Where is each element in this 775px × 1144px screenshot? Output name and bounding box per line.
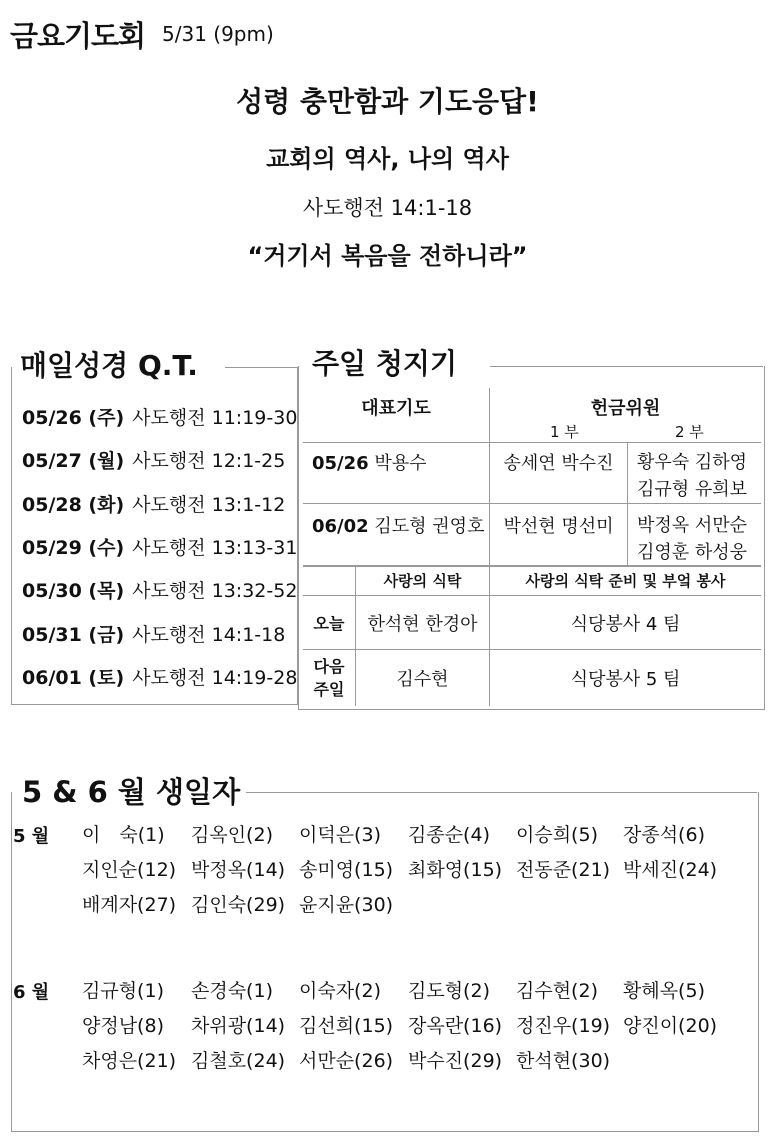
qt-date: 06/01 (토) — [22, 666, 125, 689]
table-row — [303, 442, 761, 503]
birthday-name: 박수진(29) — [408, 1050, 503, 1072]
qt-passage: 사도행전 13:32-52 — [132, 580, 298, 603]
birthday-name: 김옥인(2) — [191, 824, 273, 846]
row-prayer: 박용수 — [374, 452, 427, 474]
cleaning-title: 주일 청지기 — [312, 342, 463, 382]
birthday-name: 황혜옥(5) — [623, 980, 705, 1002]
qt-row — [22, 533, 297, 560]
header-first-service: 1 부 — [550, 423, 579, 441]
birthday-name: 김수현(2) — [516, 980, 598, 1002]
table-row — [303, 650, 761, 706]
row-prayer: 김도형 권영호 — [374, 515, 485, 537]
header-meal-service: 사랑의 식탁 준비 및 부엌 봉사 — [490, 566, 762, 596]
bulletin-title: 금요기도회 — [10, 19, 146, 53]
birthday-name: 장옥란(16) — [408, 1015, 503, 1037]
sermon-theme: 성령 충만함과 기도응답! — [236, 85, 539, 118]
qt-row — [22, 490, 285, 517]
row-date: 05/26 — [312, 452, 369, 474]
birthday-name: 박정옥(14) — [191, 859, 286, 881]
row-second-2: 김영훈 하성웅 — [637, 541, 748, 563]
may-label: 5 월 — [13, 826, 50, 847]
birthday-name: 송미영(15) — [299, 859, 394, 881]
qt-divider — [225, 367, 297, 368]
birthday-name: 이 숙(1) — [82, 824, 165, 846]
meal-label-1: 다음 — [313, 656, 345, 676]
header-meal: 사랑의 식탁 — [356, 566, 490, 596]
meal-label: 오늘 — [303, 596, 356, 650]
meal-label-2: 주일 — [313, 679, 345, 699]
birthday-name: 정진우(19) — [516, 1015, 611, 1037]
table-row — [303, 596, 761, 650]
birthday-name: 손경숙(1) — [191, 980, 273, 1002]
sermon-subtitle: 교회의 역사, 나의 역사 — [266, 145, 509, 173]
birthday-name: 이덕은(3) — [299, 824, 381, 846]
header-prayer: 대표기도 — [361, 398, 431, 419]
birthday-name: 김철호(24) — [191, 1050, 286, 1072]
birthday-name: 윤지윤(30) — [299, 894, 394, 916]
birthday-name: 김선희(15) — [299, 1015, 394, 1037]
stewards-table — [303, 388, 761, 567]
service-date: 5/31 (9pm) — [162, 22, 274, 46]
table-row — [303, 503, 761, 566]
birthday-name: 김인숙(29) — [191, 894, 286, 916]
birthday-name: 서만순(26) — [299, 1050, 394, 1072]
birthday-name: 지인순(12) — [82, 859, 177, 881]
june-label: 6 월 — [13, 982, 50, 1003]
qt-passage: 사도행전 14:19-28 — [132, 666, 298, 689]
sermon-quote: “거기서 복음을 전하니라” — [247, 242, 528, 270]
header-offering: 헌금위원 — [590, 398, 661, 419]
row-date: 06/02 — [312, 515, 369, 537]
row-first: 송세연 박수진 — [490, 442, 628, 503]
birthday-name: 양정남(8) — [82, 1015, 164, 1037]
birthday-name: 이승희(5) — [516, 824, 598, 846]
qt-date: 05/27 (월) — [22, 450, 125, 473]
birthday-name: 김규형(1) — [82, 980, 164, 1002]
qt-passage: 사도행전 13:13-31 — [132, 536, 298, 559]
qt-date: 05/28 (화) — [22, 493, 125, 516]
qt-row — [22, 663, 297, 690]
birthday-name: 양진이(20) — [623, 1015, 718, 1037]
header-prayer-cell — [303, 388, 490, 442]
qt-row — [22, 620, 285, 647]
meal-name: 김수현 — [356, 650, 490, 706]
sermon-scripture: 사도행전 14:1-18 — [302, 196, 473, 220]
birthday-name: 차위광(14) — [191, 1015, 286, 1037]
birthday-name: 김도형(2) — [408, 980, 490, 1002]
row-second-1: 황우숙 김하영 — [637, 451, 748, 473]
qt-date: 05/30 (목) — [22, 580, 125, 603]
meal-name: 한석현 한경아 — [356, 596, 490, 650]
qt-date: 05/31 (금) — [22, 623, 125, 646]
qt-row — [22, 576, 297, 603]
birthday-name: 이숙자(2) — [299, 980, 381, 1002]
qt-passage: 사도행전 14:1-18 — [132, 623, 286, 646]
birthday-name: 최화영(15) — [408, 859, 503, 881]
qt-passage: 사도행전 13:1-12 — [132, 493, 286, 516]
birthday-title: 5 & 6 월 생일자 — [22, 770, 246, 811]
birthday-name: 전동준(21) — [516, 859, 611, 881]
birthday-divider — [230, 792, 757, 793]
row-second-2: 김규형 유희보 — [637, 478, 748, 500]
qt-passage: 사도행전 11:19-30 — [132, 407, 298, 429]
qt-title: 매일성경 Q.T. — [20, 344, 204, 384]
birthday-name: 장종석(6) — [623, 824, 705, 846]
cleaning-divider — [490, 366, 763, 367]
row-first: 박선현 명선미 — [490, 503, 628, 566]
birthday-name: 김종순(4) — [408, 824, 490, 846]
meal-service: 식당봉사 5 팀 — [490, 650, 762, 706]
qt-row — [22, 403, 297, 430]
birthday-name: 한석현(30) — [516, 1050, 611, 1072]
row-second-1: 박정옥 서만순 — [637, 514, 748, 536]
birthday-name: 배계자(27) — [82, 894, 177, 916]
birthday-name: 박세진(24) — [623, 859, 718, 881]
header-offering-cell — [490, 388, 762, 442]
header-second-service: 2 부 — [675, 423, 704, 441]
meal-table — [303, 565, 761, 706]
qt-passage: 사도행전 12:1-25 — [132, 450, 286, 473]
meal-service: 식당봉사 4 팀 — [490, 596, 762, 650]
qt-date: 05/26 (주) — [22, 407, 125, 429]
qt-date: 05/29 (수) — [22, 536, 125, 559]
qt-row — [22, 446, 285, 473]
birthday-name: 차영은(21) — [82, 1050, 177, 1072]
